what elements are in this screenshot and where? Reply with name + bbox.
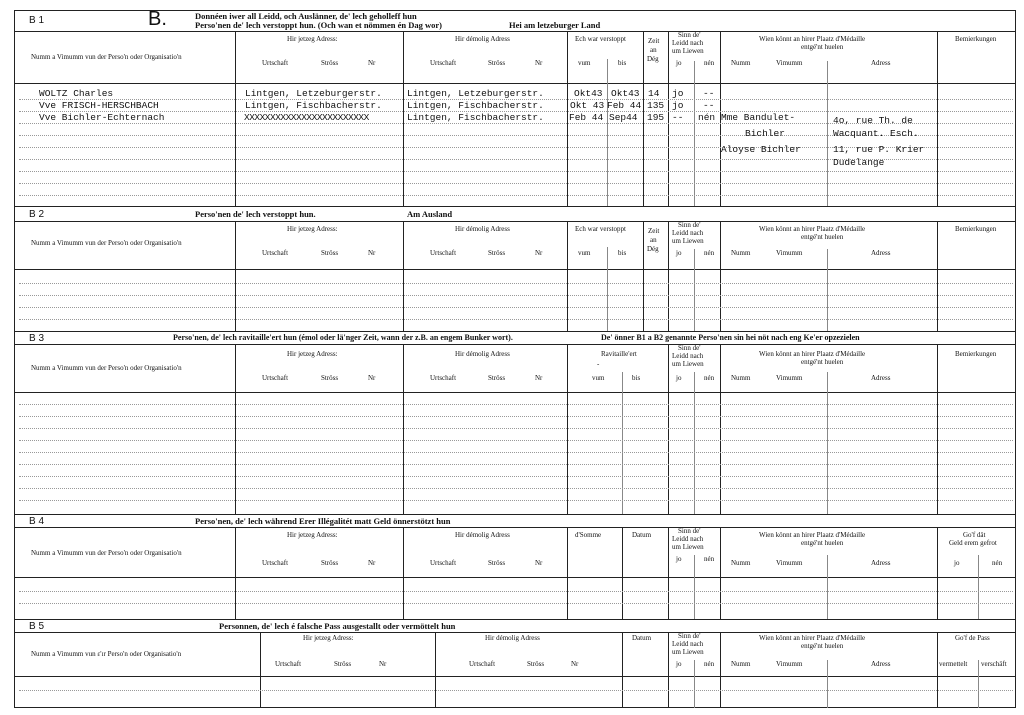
nr-subheader: Nr bbox=[379, 660, 387, 668]
section-code: B 3 bbox=[29, 333, 45, 344]
until-subheader: bis bbox=[632, 374, 641, 382]
section-title: Perso'nen, de' lech während Erer Illégalitét matt Geld önnerstötzt hun bbox=[195, 516, 451, 526]
table-row-no: nén bbox=[698, 112, 716, 123]
money-returned-header: Go'f dät bbox=[963, 531, 986, 539]
nr-subheader: Nr bbox=[535, 374, 543, 382]
medal-name-subheader: Numm bbox=[731, 249, 751, 257]
section-code: B 4 bbox=[29, 516, 45, 527]
former-address-header: Hir démolig Adress bbox=[455, 350, 510, 358]
nr-subheader: Nr bbox=[368, 559, 376, 567]
table-row-until: Feb 44 bbox=[607, 100, 642, 111]
section-b5-title-band bbox=[15, 620, 1015, 633]
nr-subheader: Nr bbox=[535, 559, 543, 567]
table-row-days: 135 bbox=[647, 100, 665, 111]
name-column-header: Numm a Vimumm vun der Perso'n oder Organisatio'n bbox=[31, 53, 182, 61]
street-subheader: Ströss bbox=[488, 59, 506, 67]
yes-subheader: jo bbox=[676, 374, 682, 382]
alive-header: Sinn de' bbox=[678, 221, 701, 229]
date-header: Datum bbox=[632, 531, 652, 539]
time-header-2: an bbox=[650, 46, 657, 54]
medal-address: Wacquant. Esch. bbox=[833, 128, 919, 139]
section-code: B 5 bbox=[29, 621, 45, 632]
medal-name-subheader: Numm bbox=[731, 59, 751, 67]
medal-header: Wien könnt an hirer Plaatz d'Médaille bbox=[759, 35, 866, 43]
table-row-no: -- bbox=[703, 100, 715, 111]
medal-header-2: entgé'nt huelen bbox=[801, 43, 844, 51]
yes-subheader: jo bbox=[676, 249, 682, 257]
name-column-header: Numm a Vimumm vun der Perso'n oder Organisatio'n bbox=[31, 549, 182, 557]
medal-firstname-subheader: Vimumm bbox=[776, 559, 803, 567]
city-subheader: Urtschaft bbox=[262, 249, 289, 257]
alive-header: Sinn de' bbox=[678, 527, 701, 535]
name-column-header: Numm a Vimumm vun ɛ'ɪr Perso'n oder Organisatio'n bbox=[31, 650, 182, 658]
medal-firstname-subheader: Vimumm bbox=[776, 374, 803, 382]
no-subheader: nén bbox=[704, 555, 715, 563]
section-code: B 1 bbox=[29, 15, 45, 26]
table-row-from: Okt43 bbox=[574, 88, 603, 99]
sum-header: d'Somme bbox=[575, 531, 602, 539]
street-subheader: Ströss bbox=[321, 374, 339, 382]
city-subheader: Urtschaft bbox=[262, 59, 289, 67]
no-subheader: nén bbox=[704, 660, 715, 668]
table-row-days: 195 bbox=[647, 112, 665, 123]
form-letter: B. bbox=[148, 8, 167, 30]
medal-address-subheader: Adress bbox=[871, 59, 891, 67]
former-address-header: Hir démolig Adress bbox=[455, 531, 510, 539]
time-header-3: Dég bbox=[647, 55, 659, 63]
time-header-3: Dég bbox=[647, 245, 659, 253]
alive-header-2: Leidd nach bbox=[672, 535, 704, 543]
medal-address-subheader: Adress bbox=[871, 374, 891, 382]
medal-header-2: entgé'nt huelen bbox=[801, 642, 844, 650]
medal-address: 11, rue P. Krier bbox=[833, 144, 925, 155]
no-subheader: nén bbox=[704, 249, 715, 257]
medal-name: Mme Bandulet- bbox=[721, 112, 796, 123]
section-b4 bbox=[14, 514, 1016, 620]
procured-subheader: verschäft bbox=[981, 660, 1007, 668]
money-returned-header-2: Geld erem gefrot bbox=[949, 539, 997, 547]
street-subheader: Ströss bbox=[321, 59, 339, 67]
medal-firstname-subheader: Vimumm bbox=[776, 660, 803, 668]
medal-header: Wien könnt an hirer Plaatz d'Médaille bbox=[759, 350, 866, 358]
current-address-header: Hir jetzeg Adress: bbox=[287, 350, 338, 358]
yes-subheader: jo bbox=[676, 660, 682, 668]
header-rule bbox=[15, 83, 1015, 84]
medal-header: Wien könnt an hirer Plaatz d'Médaille bbox=[759, 634, 866, 642]
street-subheader: Ströss bbox=[488, 374, 506, 382]
form-title-line2: Perso'nen de' lech verstoppt hun. (Och wan et nömmen én Dag wor) bbox=[195, 20, 442, 30]
medal-address-subheader: Adress bbox=[871, 660, 891, 668]
former-address-header: Hir démolig Adress bbox=[485, 634, 540, 642]
alive-header-3: um Liewen bbox=[672, 543, 704, 551]
yes-subheader: jo bbox=[676, 555, 682, 563]
table-row-name: Vve Bichler-Echternach bbox=[39, 112, 165, 123]
date-header: Datum bbox=[632, 634, 652, 642]
name-column-header: Numm a Vimumm vun der Perso'n oder Organisatio'n bbox=[31, 239, 182, 247]
struck-out-address: XXXXXXXXXXXXXXXXXXXXXXXX bbox=[244, 112, 369, 123]
section-b1 bbox=[14, 10, 1016, 207]
table-row-yes: -- bbox=[672, 112, 684, 123]
form-title-line1: Donnéen iwer all Leidd, och Auslänner, de' lech geholleff hun bbox=[195, 11, 417, 21]
table-row-current-address: Lintgen, Fischbacherstr. bbox=[245, 100, 382, 111]
city-subheader: Urtschaft bbox=[262, 374, 289, 382]
table-row-former-address: Lintgen, Fischbacherstr. bbox=[407, 112, 544, 123]
medal-address: Dudelange bbox=[833, 157, 885, 168]
section-b5 bbox=[14, 619, 1016, 708]
hidden-header: Ech war verstoppt bbox=[575, 35, 626, 43]
remarks-header: Bemierkungen bbox=[955, 350, 997, 358]
no-subheader: nén bbox=[704, 374, 715, 382]
city-subheader: Urtschaft bbox=[469, 660, 496, 668]
section-b2 bbox=[14, 206, 1016, 332]
table-row-yes: jo bbox=[672, 100, 684, 111]
remarks-header: Bemierkungen bbox=[955, 35, 997, 43]
yes-subheader: jo bbox=[676, 59, 682, 67]
table-row-yes: jo bbox=[672, 88, 684, 99]
from-subheader: vum bbox=[578, 249, 591, 257]
table-row-name: WOLTZ Charles bbox=[39, 88, 114, 99]
nr-subheader: Nr bbox=[368, 249, 376, 257]
until-subheader: bis bbox=[618, 249, 627, 257]
nr-subheader: Nr bbox=[571, 660, 579, 668]
alive-header: Sinn de' bbox=[678, 31, 701, 39]
alive-header-3: um Liewen bbox=[672, 360, 704, 368]
medal-name-subheader: Numm bbox=[731, 559, 751, 567]
table-row-no: -- bbox=[703, 88, 715, 99]
street-subheader: Ströss bbox=[321, 559, 339, 567]
city-subheader: Urtschaft bbox=[430, 59, 457, 67]
from-subheader: vum bbox=[592, 374, 605, 382]
nr-subheader: Nr bbox=[368, 374, 376, 382]
supplied-header: Ravitaille'ert bbox=[601, 350, 637, 358]
alive-header-3: um Liewen bbox=[672, 237, 704, 245]
medal-address-subheader: Adress bbox=[871, 559, 891, 567]
passport-header: Go'f de Pass bbox=[955, 634, 990, 642]
alive-header-2: Leidd nach bbox=[672, 229, 704, 237]
alive-header-2: Leidd nach bbox=[672, 352, 704, 360]
section-b2-title-band bbox=[15, 207, 1015, 222]
street-subheader: Ströss bbox=[334, 660, 352, 668]
from-subheader: vum bbox=[578, 59, 591, 67]
alive-header-2: Leidd nach bbox=[672, 39, 704, 47]
current-address-header: Hir jetzeg Adress: bbox=[287, 531, 338, 539]
medal-address-subheader: Adress bbox=[871, 249, 891, 257]
alive-header-2: Leidd nach bbox=[672, 640, 704, 648]
current-address-header: Hir jetzeg Adress: bbox=[287, 225, 338, 233]
table-row-from: Feb 44 bbox=[569, 112, 604, 123]
time-header: Zeit bbox=[648, 37, 660, 45]
medal-header-2: entgé'nt huelen bbox=[801, 233, 844, 241]
table-row-current-address: Lintgen, Letzeburgerstr. bbox=[245, 88, 382, 99]
table-row-from: Okt 43 bbox=[570, 100, 605, 111]
table-row-name: Vve FRISCH-HERSCHBACH bbox=[39, 100, 159, 111]
time-header-2: an bbox=[650, 236, 657, 244]
table-row-until: Okt43 bbox=[611, 88, 640, 99]
hidden-header: Ech war verstoppt bbox=[575, 225, 626, 233]
alive-header-3: um Liewen bbox=[672, 47, 704, 55]
street-subheader: Ströss bbox=[488, 249, 506, 257]
registration-form bbox=[14, 10, 1016, 708]
table-row-former-address: Lintgen, Fischbacherstr. bbox=[407, 100, 544, 111]
current-address-header: Hir jetzeg Adress: bbox=[303, 634, 354, 642]
form-title-location: Hei am letzeburger Land bbox=[509, 20, 601, 30]
city-subheader: Urtschaft bbox=[430, 249, 457, 257]
medal-name: Bichler bbox=[745, 128, 785, 139]
section-b3 bbox=[14, 331, 1016, 515]
no-subheader: nén bbox=[704, 59, 715, 67]
name-column-header: Numm a Vimumm vun der Perso'n oder Organisatio'n bbox=[31, 364, 182, 372]
city-subheader: Urtschaft bbox=[430, 374, 457, 382]
table-row-days: 14 bbox=[648, 88, 660, 99]
alive-header: Sinn de' bbox=[678, 632, 701, 640]
medal-header-2: entgé'nt huelen bbox=[801, 539, 844, 547]
table-row-former-address: Lintgen, Letzeburgerstr. bbox=[407, 88, 544, 99]
medal-header: Wien könnt an hirer Plaatz d'Médaille bbox=[759, 531, 866, 539]
mediated-subheader: vermettelt bbox=[939, 660, 968, 668]
section-title-note: De' önner B1 a B2 genannte Perso'nen sin hei nöt nach eng Ke'er opzezielen bbox=[601, 333, 860, 342]
table-row-until: Sep44 bbox=[609, 112, 638, 123]
no-subheader: nén bbox=[992, 559, 1003, 567]
medal-header-2: entgé'nt huelen bbox=[801, 358, 844, 366]
time-header: Zeit bbox=[648, 227, 660, 235]
section-b3-title-band bbox=[15, 332, 1015, 345]
street-subheader: Ströss bbox=[527, 660, 545, 668]
until-subheader: bis bbox=[618, 59, 627, 67]
street-subheader: Ströss bbox=[321, 249, 339, 257]
section-b4-title-band bbox=[15, 515, 1015, 528]
section-title: Perso'nen, de' lech ravitaille'ert hun (émol oder lä'nger Zeit, wann der z.B. an engem Bunker wort). bbox=[173, 333, 513, 342]
nr-subheader: Nr bbox=[535, 249, 543, 257]
medal-name: Aloyse Bichler bbox=[721, 144, 801, 155]
section-code: B 2 bbox=[29, 209, 45, 220]
supplied-dash: - bbox=[597, 360, 600, 368]
city-subheader: Urtschaft bbox=[430, 559, 457, 567]
medal-header: Wien könnt an hirer Plaatz d'Médaille bbox=[759, 225, 866, 233]
medal-address: 4o, rue Th. de bbox=[833, 115, 913, 126]
section-title-location: Am Ausland bbox=[407, 209, 453, 219]
yes-subheader: jo bbox=[954, 559, 960, 567]
medal-name-subheader: Numm bbox=[731, 374, 751, 382]
street-subheader: Ströss bbox=[488, 559, 506, 567]
nr-subheader: Nr bbox=[368, 59, 376, 67]
city-subheader: Urtschaft bbox=[275, 660, 302, 668]
section-title: Personnen, de' lech é falsche Pass ausgestallt oder vermöttelt hun bbox=[219, 621, 456, 631]
medal-name-subheader: Numm bbox=[731, 660, 751, 668]
medal-firstname-subheader: Vimumm bbox=[776, 249, 803, 257]
remarks-header: Bemierkungen bbox=[955, 225, 997, 233]
alive-header: Sinn de' bbox=[678, 344, 701, 352]
current-address-header: Hir jetzeg Adress: bbox=[287, 35, 338, 43]
former-address-header: Hir démolig Adress bbox=[455, 35, 510, 43]
medal-firstname-subheader: Vimumm bbox=[776, 59, 803, 67]
nr-subheader: Nr bbox=[535, 59, 543, 67]
section-title: Perso'nen de' lech verstoppt hun. bbox=[195, 209, 316, 219]
former-address-header: Hir démolig Adress bbox=[455, 225, 510, 233]
city-subheader: Urtschaft bbox=[262, 559, 289, 567]
alive-header-3: um Liewen bbox=[672, 648, 704, 656]
